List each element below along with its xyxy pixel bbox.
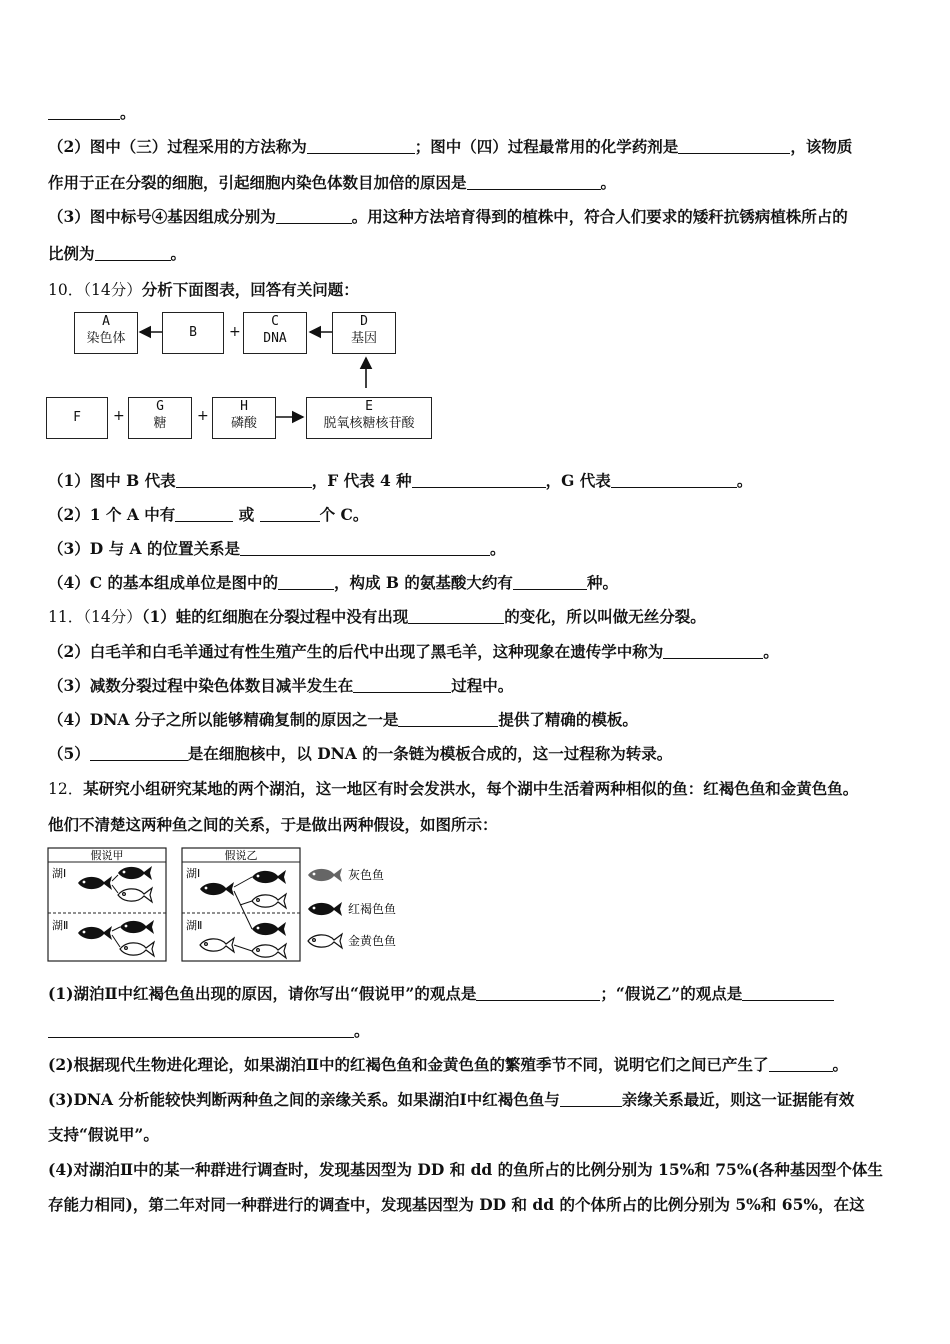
lake1-label: 湖Ⅰ xyxy=(52,867,67,880)
q10-sub-2: （2）1 个 A 中有 或 个 C。 xyxy=(48,505,369,524)
q12-sub-3-cont: 支持“假说甲”。 xyxy=(48,1125,159,1144)
q9-line-0: 。 xyxy=(48,102,136,124)
q12-sub-2: (2)根据现代生物进化理论，如果湖泊Ⅱ中的红褐色鱼和金黄色鱼的繁殖季节不同，说明它们之间已产生了 。 xyxy=(48,1055,849,1074)
box-e-nucleotide: E 脱氧核糖核苷酸 xyxy=(306,397,432,439)
q10-stem: 10．（14分）分析下面图表，回答有关问题： xyxy=(48,280,359,299)
box-a-chromosome: A 染色体 xyxy=(74,312,138,354)
q11-sub-3: （3）减数分裂过程中染色体数目减半发生在 过程中。 xyxy=(48,676,514,695)
q12-sub-4: (4)对湖泊Ⅱ中的某一种群进行调查时，发现基因型为 DD 和 dd 的鱼所占的比例分别为 15%和 75%(各种基因型个体生 xyxy=(48,1160,883,1179)
answer-blank[interactable] xyxy=(48,1021,354,1038)
q9-line-3: （3）图中标号④基因组成分别为 。用这种方法培育得到的植株中，符合人们要求的矮秆抗锈病植株所占的 xyxy=(48,207,848,226)
answer-blank[interactable] xyxy=(513,573,587,590)
q9-line-4: 比例为 。 xyxy=(48,244,187,263)
answer-blank[interactable] xyxy=(90,744,188,761)
gray-fish-icon xyxy=(308,868,342,882)
hypothesis-a-title: 假说甲 xyxy=(90,849,124,862)
legend-red: 红褐色鱼 xyxy=(348,902,397,916)
box-h-phosphate: H 磷酸 xyxy=(212,397,276,439)
answer-blank[interactable] xyxy=(240,539,490,556)
answer-blank[interactable] xyxy=(260,505,320,522)
box-f: F xyxy=(46,397,108,439)
answer-blank[interactable] xyxy=(560,1090,622,1107)
box-d-gene: D 基因 xyxy=(332,312,396,354)
q12-stem-1: 12．某研究小组研究某地的两个湖泊，这一地区有时会发洪水，每个湖中生活着两种相似的鱼：红褐色鱼和金黄色鱼。 xyxy=(48,779,859,798)
q9-line-1: （2）图中（三）过程采用的方法称为 ；图中（四）过程最常用的化学药剂是 ，该物质 xyxy=(48,137,853,156)
box-c-dna: C DNA xyxy=(243,312,307,354)
q11-sub-4: （4）DNA 分子之所以能够精确复制的原因之一是 提供了精确的模板。 xyxy=(48,710,638,729)
q9-line-2: 作用于正在分裂的细胞，引起细胞内染色体数目加倍的原因是 。 xyxy=(48,173,617,192)
answer-blank[interactable] xyxy=(742,984,834,1001)
q12-sub-1-cont: 。 xyxy=(48,1020,370,1042)
legend-gray: 灰色鱼 xyxy=(348,868,385,882)
lake2-label: 湖Ⅱ xyxy=(52,919,69,932)
q11-sub-2: （2）白毛羊和白毛羊通过有性生殖产生的后代中出现了黑毛羊，这种现象在遗传学中称为 。 xyxy=(48,642,779,661)
answer-blank[interactable] xyxy=(769,1055,833,1072)
diagram-arrows xyxy=(0,0,950,460)
box-b: B xyxy=(162,312,224,354)
answer-blank[interactable] xyxy=(353,676,451,693)
hypothesis-a-box xyxy=(48,848,166,961)
lake2-label: 湖Ⅱ xyxy=(186,919,203,932)
legend xyxy=(308,868,396,948)
answer-blank[interactable] xyxy=(611,471,737,488)
answer-blank[interactable] xyxy=(278,573,334,590)
q12-sub-1: (1)湖泊Ⅱ中红褐色鱼出现的原因，请你写出“假说甲”的观点是 ；“假说乙”的观点是 xyxy=(48,983,834,1005)
plus-sign: + xyxy=(229,324,241,340)
q10-sub-1: （1）图中 B 代表 ，F 代表 4 种 ，G 代表 。 xyxy=(48,471,753,490)
red-brown-fish-icon xyxy=(308,902,342,916)
answer-blank[interactable] xyxy=(412,471,546,488)
answer-blank[interactable] xyxy=(398,710,498,727)
q12-sub-3: (3)DNA 分析能较快判断两种鱼之间的亲缘关系。如果湖泊Ⅰ中红褐色鱼与 亲缘关系最近，则这一证据能有效 xyxy=(48,1090,855,1109)
q12-sub-4-cont: 存能力相同)，第二年对同一种群进行的调查中，发现基因型为 DD 和 dd 的个体所占的比例分别为 5%和 65%，在这 xyxy=(48,1195,865,1214)
q11-sub-1: 11．（14分）（1）蛙的红细胞在分裂过程中没有出现 的变化，所以叫做无丝分裂。 xyxy=(48,607,706,626)
answer-blank[interactable] xyxy=(408,607,504,624)
lake1-label: 湖Ⅰ xyxy=(186,867,201,880)
box-g-sugar: G 糖 xyxy=(128,397,192,439)
plus-sign: + xyxy=(113,408,125,424)
answer-blank[interactable] xyxy=(175,505,233,522)
answer-blank[interactable] xyxy=(476,984,600,1001)
q10-sub-3: （3）D 与 A 的位置关系是 。 xyxy=(48,539,506,558)
hypothesis-b-title: 假说乙 xyxy=(224,849,258,862)
q11-sub-5: （5） 是在细胞核中，以 DNA 的一条链为模板合成的，这一过程称为转录。 xyxy=(48,744,673,763)
plus-sign: + xyxy=(197,408,209,424)
legend-gold: 金黄色鱼 xyxy=(348,934,397,948)
q12-stem-2: 他们不清楚这两种鱼之间的关系，于是做出两种假设，如图所示： xyxy=(48,815,498,834)
golden-fish-icon xyxy=(308,934,342,948)
answer-blank[interactable] xyxy=(663,642,763,659)
answer-blank[interactable] xyxy=(176,471,312,488)
q10-sub-4: （4）C 的基本组成单位是图中的 ，构成 B 的氨基酸大约有 种。 xyxy=(48,573,618,592)
hypothesis-figure xyxy=(40,845,420,965)
